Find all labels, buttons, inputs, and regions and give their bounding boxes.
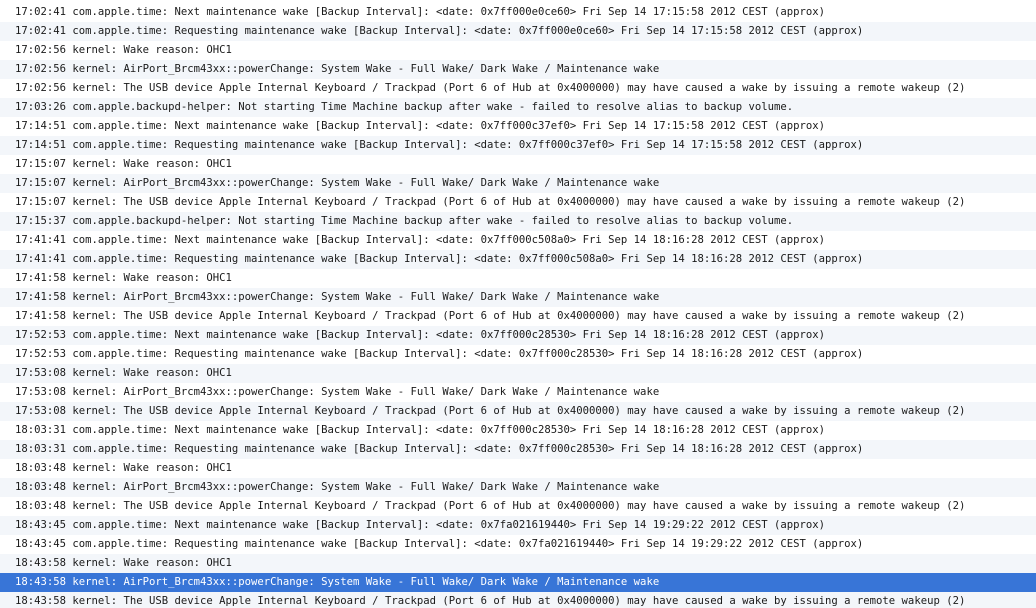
log-message: kernel: The USB device Apple Internal Keyboard / Trackpad (Port 6 of Hub at 0x4000000) may have caused a wake by issuing a remote wakeup (2) [72, 500, 966, 512]
log-message: kernel: The USB device Apple Internal Keyboard / Trackpad (Port 6 of Hub at 0x4000000) may have caused a wake by issuing a remote wakeup (2) [72, 310, 966, 322]
log-row[interactable] [0, 364, 1036, 383]
log-row[interactable] [0, 250, 1036, 269]
log-timestamp: 17:53:08 [15, 367, 67, 379]
log-row[interactable] [0, 516, 1036, 535]
log-timestamp: 18:03:48 [15, 481, 67, 493]
log-timestamp: 17:02:56 [15, 44, 67, 56]
log-timestamp: 18:03:31 [15, 424, 67, 436]
log-timestamp: 17:14:51 [15, 139, 67, 151]
log-row[interactable] [0, 478, 1036, 497]
log-timestamp: 17:41:58 [15, 310, 67, 322]
log-row[interactable] [0, 212, 1036, 231]
log-message: kernel: AirPort_Brcm43xx::powerChange: System Wake - Full Wake/ Dark Wake / Maintenance wake [72, 63, 660, 75]
log-row[interactable] [0, 193, 1036, 212]
log-timestamp: 17:41:58 [15, 272, 67, 284]
log-row[interactable] [0, 383, 1036, 402]
log-message: com.apple.time: Next maintenance wake [Backup Interval]: <date: 0x7ff000c508a0> Fri Sep 14 18:16:28 2012 CEST (approx) [72, 234, 826, 246]
log-message: kernel: AirPort_Brcm43xx::powerChange: System Wake - Full Wake/ Dark Wake / Maintenance wake [72, 576, 660, 588]
log-timestamp: 18:43:45 [15, 538, 67, 550]
log-row[interactable] [0, 402, 1036, 421]
log-list [0, 3, 1036, 608]
log-row[interactable] [0, 459, 1036, 478]
log-message: kernel: Wake reason: OHC1 [72, 462, 232, 474]
log-message: kernel: The USB device Apple Internal Keyboard / Trackpad (Port 6 of Hub at 0x4000000) may have caused a wake by issuing a remote wakeup (2) [72, 82, 966, 94]
log-timestamp: 17:15:07 [15, 177, 67, 189]
log-row[interactable] [0, 535, 1036, 554]
log-row[interactable] [0, 554, 1036, 573]
log-row[interactable] [0, 117, 1036, 136]
log-message: com.apple.backupd-helper: Not starting Time Machine backup after wake - failed to resolve alias to backup volume. [72, 101, 794, 113]
log-message: kernel: Wake reason: OHC1 [72, 44, 232, 56]
log-row[interactable] [0, 440, 1036, 459]
log-row-selected[interactable] [0, 573, 1036, 592]
log-message: kernel: The USB device Apple Internal Keyboard / Trackpad (Port 6 of Hub at 0x4000000) may have caused a wake by issuing a remote wakeup (2) [72, 595, 966, 607]
log-timestamp: 17:15:07 [15, 158, 67, 170]
log-row[interactable] [0, 269, 1036, 288]
log-row[interactable] [0, 307, 1036, 326]
log-message: com.apple.time: Requesting maintenance wake [Backup Interval]: <date: 0x7ff000e0ce60> Fri Sep 14 17:15:58 2012 CEST (approx) [72, 25, 864, 37]
log-row[interactable] [0, 326, 1036, 345]
log-row[interactable] [0, 136, 1036, 155]
log-message: kernel: AirPort_Brcm43xx::powerChange: System Wake - Full Wake/ Dark Wake / Maintenance wake [72, 177, 660, 189]
log-message: com.apple.time: Requesting maintenance wake [Backup Interval]: <date: 0x7ff000c37ef0> Fri Sep 14 17:15:58 2012 CEST (approx) [72, 139, 864, 151]
log-timestamp: 18:43:58 [15, 595, 67, 607]
log-row[interactable] [0, 497, 1036, 516]
log-message: com.apple.time: Next maintenance wake [Backup Interval]: <date: 0x7ff000c37ef0> Fri Sep 14 17:15:58 2012 CEST (approx) [72, 120, 826, 132]
log-timestamp: 17:53:08 [15, 386, 67, 398]
log-message: kernel: AirPort_Brcm43xx::powerChange: System Wake - Full Wake/ Dark Wake / Maintenance wake [72, 386, 660, 398]
log-row[interactable] [0, 345, 1036, 364]
log-timestamp: 18:43:45 [15, 519, 67, 531]
log-timestamp: 17:02:41 [15, 6, 67, 18]
log-message: com.apple.time: Next maintenance wake [Backup Interval]: <date: 0x7ff000c28530> Fri Sep 14 18:16:28 2012 CEST (approx) [72, 424, 826, 436]
log-timestamp: 17:52:53 [15, 329, 67, 341]
log-message: kernel: Wake reason: OHC1 [72, 557, 232, 569]
log-message: com.apple.time: Next maintenance wake [Backup Interval]: <date: 0x7ff000c28530> Fri Sep 14 18:16:28 2012 CEST (approx) [72, 329, 826, 341]
log-row[interactable] [0, 155, 1036, 174]
log-row[interactable] [0, 60, 1036, 79]
log-row[interactable] [0, 288, 1036, 307]
log-timestamp: 18:43:58 [15, 557, 67, 569]
log-timestamp: 17:15:07 [15, 196, 67, 208]
log-message: kernel: AirPort_Brcm43xx::powerChange: System Wake - Full Wake/ Dark Wake / Maintenance wake [72, 481, 660, 493]
log-message: kernel: Wake reason: OHC1 [72, 158, 232, 170]
log-timestamp: 17:41:58 [15, 291, 67, 303]
log-message: com.apple.time: Requesting maintenance wake [Backup Interval]: <date: 0x7ff000c508a0> Fri Sep 14 18:16:28 2012 CEST (approx) [72, 253, 864, 265]
log-timestamp: 17:41:41 [15, 253, 67, 265]
log-row[interactable] [0, 174, 1036, 193]
log-timestamp: 17:03:26 [15, 101, 67, 113]
log-row[interactable] [0, 79, 1036, 98]
log-message: com.apple.backupd-helper: Not starting Time Machine backup after wake - failed to resolve alias to backup volume. [72, 215, 794, 227]
log-timestamp: 17:15:37 [15, 215, 67, 227]
log-message: kernel: AirPort_Brcm43xx::powerChange: System Wake - Full Wake/ Dark Wake / Maintenance wake [72, 291, 660, 303]
log-row[interactable] [0, 592, 1036, 608]
log-message: com.apple.time: Next maintenance wake [Backup Interval]: <date: 0x7ff000e0ce60> Fri Sep 14 17:15:58 2012 CEST (approx) [72, 6, 826, 18]
log-timestamp: 17:02:56 [15, 63, 67, 75]
log-message: com.apple.time: Requesting maintenance wake [Backup Interval]: <date: 0x7fa021619440> Fri Sep 14 19:29:22 2012 CEST (approx) [72, 538, 864, 550]
log-message: kernel: The USB device Apple Internal Keyboard / Trackpad (Port 6 of Hub at 0x4000000) may have caused a wake by issuing a remote wakeup (2) [72, 196, 966, 208]
log-timestamp: 17:02:56 [15, 82, 67, 94]
log-row[interactable] [0, 98, 1036, 117]
log-message: kernel: The USB device Apple Internal Keyboard / Trackpad (Port 6 of Hub at 0x4000000) may have caused a wake by issuing a remote wakeup (2) [72, 405, 966, 417]
log-message: kernel: Wake reason: OHC1 [72, 367, 232, 379]
log-row[interactable] [0, 22, 1036, 41]
log-timestamp: 17:52:53 [15, 348, 67, 360]
log-timestamp: 17:53:08 [15, 405, 67, 417]
log-timestamp: 18:03:48 [15, 462, 67, 474]
log-row[interactable] [0, 3, 1036, 22]
log-message: com.apple.time: Next maintenance wake [Backup Interval]: <date: 0x7fa021619440> Fri Sep 14 19:29:22 2012 CEST (approx) [72, 519, 826, 531]
log-timestamp: 18:03:31 [15, 443, 67, 455]
log-message: kernel: Wake reason: OHC1 [72, 272, 232, 284]
log-row[interactable] [0, 231, 1036, 250]
log-timestamp: 18:43:58 [15, 576, 67, 588]
log-message: com.apple.time: Requesting maintenance wake [Backup Interval]: <date: 0x7ff000c28530> Fri Sep 14 18:16:28 2012 CEST (approx) [72, 348, 864, 360]
log-timestamp: 18:03:48 [15, 500, 67, 512]
log-timestamp: 17:41:41 [15, 234, 67, 246]
log-row[interactable] [0, 421, 1036, 440]
log-message: com.apple.time: Requesting maintenance wake [Backup Interval]: <date: 0x7ff000c28530> Fri Sep 14 18:16:28 2012 CEST (approx) [72, 443, 864, 455]
log-row[interactable] [0, 41, 1036, 60]
log-timestamp: 17:02:41 [15, 25, 67, 37]
log-timestamp: 17:14:51 [15, 120, 67, 132]
